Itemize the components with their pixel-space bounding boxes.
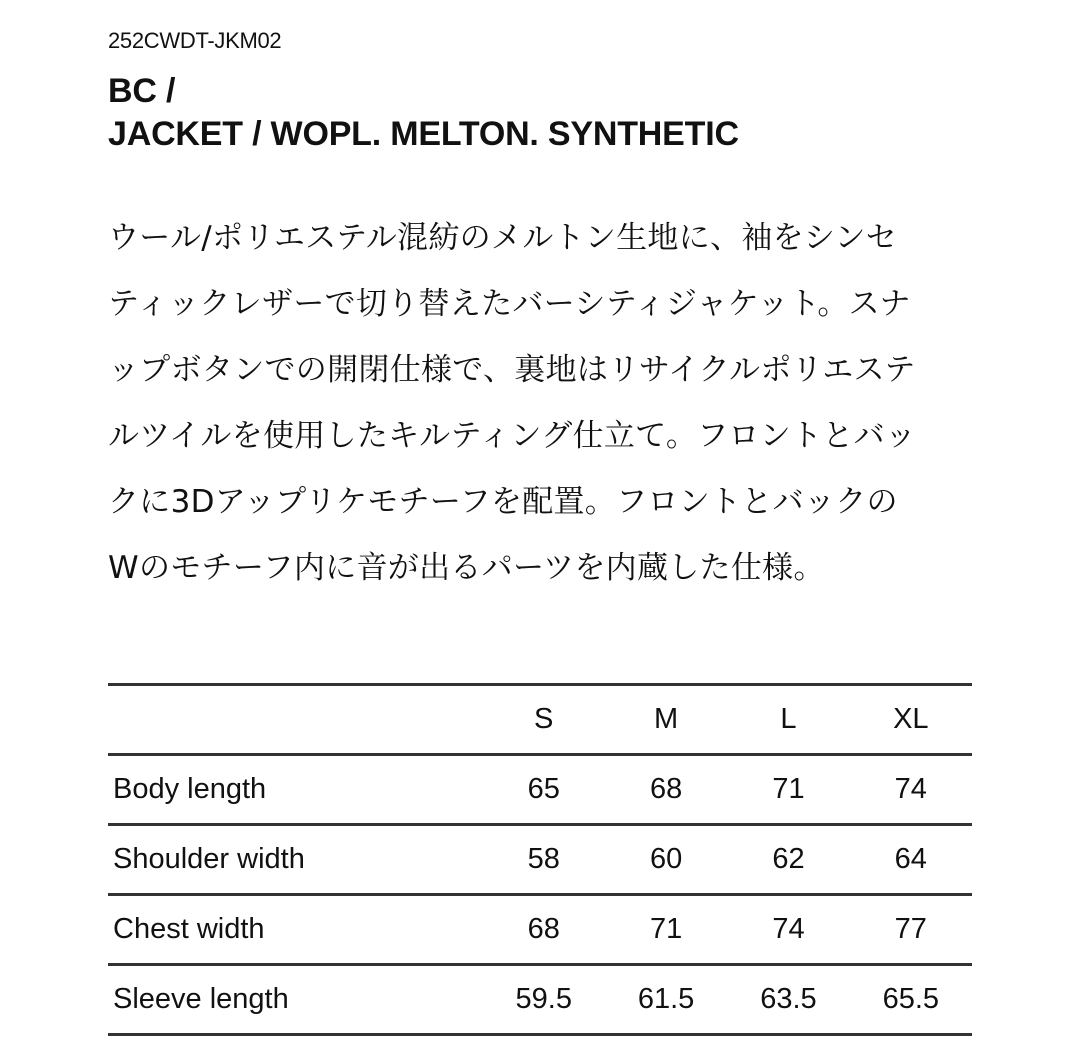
cell-value: 71 <box>727 755 849 825</box>
cell-value: 68 <box>483 895 605 965</box>
cell-value: 61.5 <box>605 965 727 1035</box>
cell-value: 74 <box>850 755 972 825</box>
description-line: Wのモチーフ内に音が出るパーツを内蔵した仕様。 <box>108 550 825 586</box>
description-line: クに3Dアップリケモチーフを配置。フロントとバックの <box>108 484 898 520</box>
header-size-l: L <box>727 685 849 755</box>
description-line: ルツイルを使用したキルティング仕立て。フロントとバッ <box>108 418 917 454</box>
header-size-xl: XL <box>850 685 972 755</box>
row-label: Shoulder width <box>108 825 483 895</box>
size-table <box>108 683 972 1036</box>
table-row-body-length <box>108 755 972 825</box>
title-line-2: JACKET / WOPL. MELTON. SYNTHETIC <box>108 115 739 153</box>
product-code: 252CWDT-JKM02 <box>108 28 282 53</box>
cell-value: 58 <box>483 825 605 895</box>
cell-value: 71 <box>605 895 727 965</box>
table-row-shoulder-width <box>108 825 972 895</box>
cell-value: 74 <box>727 895 849 965</box>
cell-value: 68 <box>605 755 727 825</box>
cell-value: 62 <box>727 825 849 895</box>
cell-value: 64 <box>850 825 972 895</box>
product-title <box>108 70 739 156</box>
header-size-m: M <box>605 685 727 755</box>
cell-value: 60 <box>605 825 727 895</box>
table-row-sleeve-length <box>108 965 972 1035</box>
header-size-s: S <box>483 685 605 755</box>
cell-value: 77 <box>850 895 972 965</box>
title-line-1: BC / <box>108 72 176 110</box>
cell-value: 63.5 <box>727 965 849 1035</box>
table-row-chest-width <box>108 895 972 965</box>
product-description <box>108 205 978 601</box>
cell-value: 59.5 <box>483 965 605 1035</box>
cell-value: 65.5 <box>850 965 972 1035</box>
row-label: Body length <box>108 755 483 825</box>
row-label: Sleeve length <box>108 965 483 1035</box>
size-table-header <box>108 685 972 755</box>
row-label: Chest width <box>108 895 483 965</box>
description-line: ティックレザーで切り替えたバーシティジャケット。スナ <box>108 286 911 322</box>
description-line: ップボタンでの開閉仕様で、裏地はリサイクルポリエステ <box>108 352 916 388</box>
header-blank <box>108 685 483 755</box>
description-line: ウール/ポリエステル混紡のメルトン生地に、袖をシンセ <box>108 220 898 256</box>
cell-value: 65 <box>483 755 605 825</box>
